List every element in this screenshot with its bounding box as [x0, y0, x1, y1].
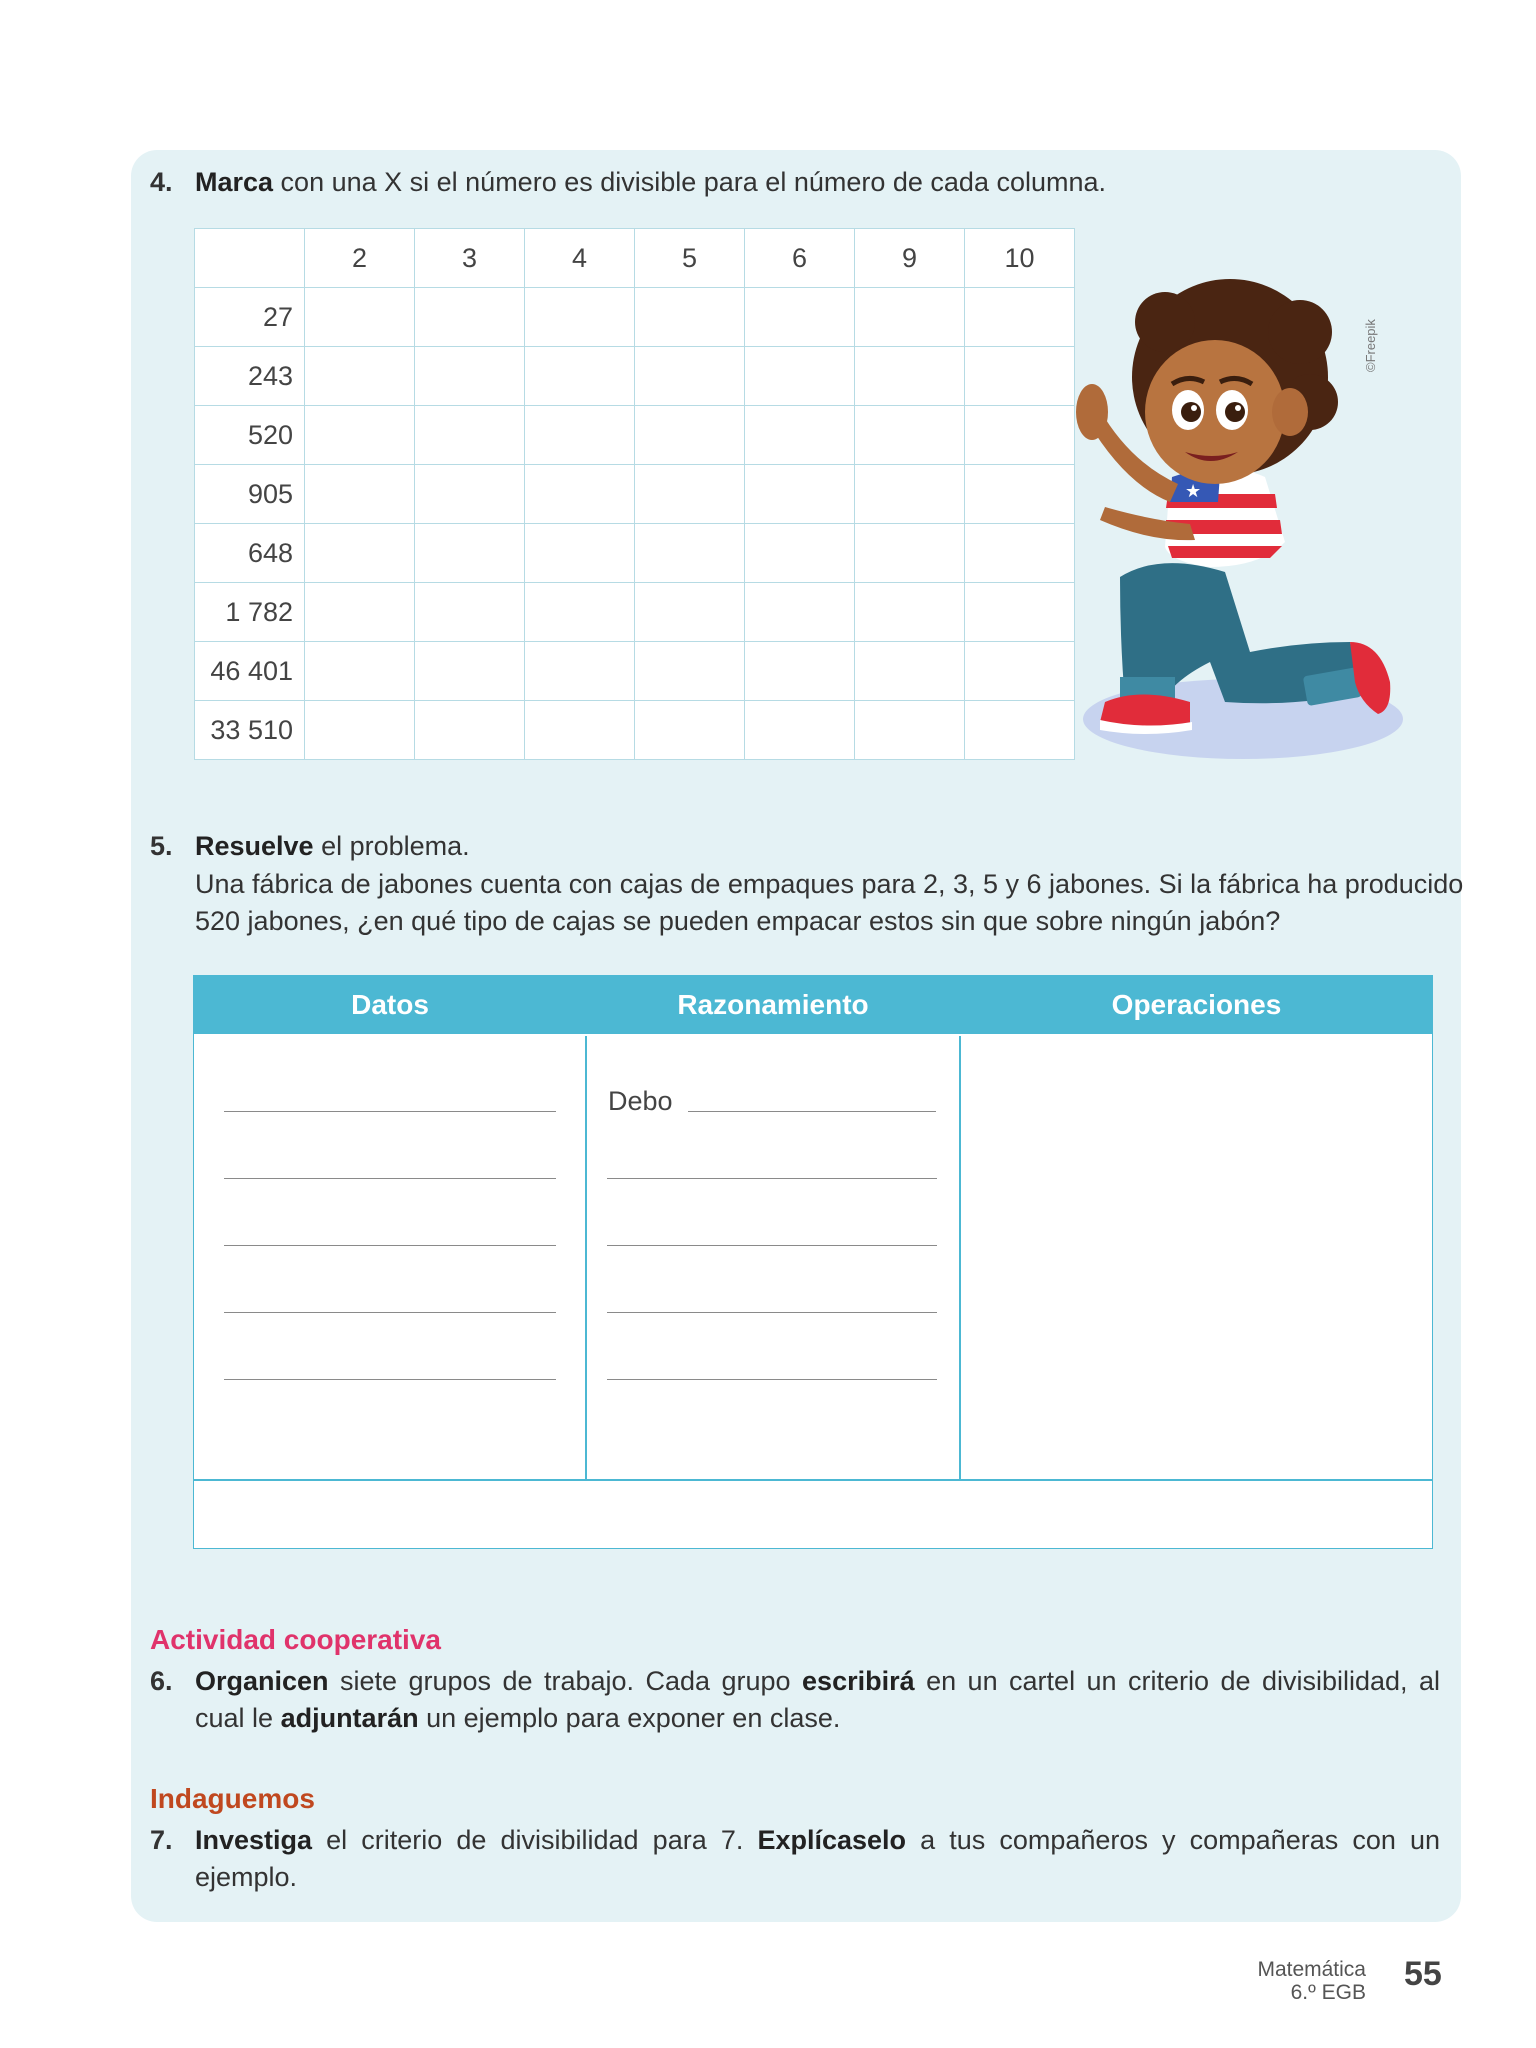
answer-cell[interactable] — [855, 583, 965, 642]
table-row — [195, 642, 1075, 701]
datos-write-line[interactable] — [224, 1111, 556, 1112]
answer-cell[interactable] — [305, 406, 415, 465]
answer-cell[interactable] — [415, 347, 525, 406]
answer-cell[interactable] — [415, 583, 525, 642]
instruction-text: cual le — [195, 1703, 281, 1733]
razonamiento-write-line[interactable] — [688, 1111, 936, 1112]
answer-cell[interactable] — [965, 583, 1075, 642]
answer-cell[interactable] — [305, 347, 415, 406]
table-row — [195, 583, 1075, 642]
answer-cell[interactable] — [745, 524, 855, 583]
instruction-verb: Marca — [195, 167, 274, 197]
table-row — [195, 347, 1075, 406]
answer-cell[interactable] — [855, 288, 965, 347]
row-label: 648 — [195, 524, 305, 583]
debo-label: Debo — [608, 1086, 673, 1116]
exercise-number: 5. — [150, 831, 173, 861]
answer-cell[interactable] — [525, 524, 635, 583]
answer-cell[interactable] — [965, 347, 1075, 406]
row-label: 243 — [195, 347, 305, 406]
header-operaciones: Operaciones — [961, 976, 1432, 1034]
answer-cell[interactable] — [745, 642, 855, 701]
svg-text:★: ★ — [1185, 481, 1202, 501]
boy-illustration — [1060, 262, 1410, 772]
problem-statement-line: 520 jabones, ¿en qué tipo de cajas se pueden empacar estos sin que sobre ningún jabón? — [195, 906, 1281, 936]
exercise-6 — [150, 1663, 1440, 1743]
datos-write-line[interactable] — [224, 1178, 556, 1179]
column-header: 6 — [745, 229, 855, 288]
instruction-text: el problema. — [313, 831, 470, 861]
page-number: 55 — [1404, 1955, 1442, 1993]
row-label: 46 401 — [195, 642, 305, 701]
instruction-verb: Resuelve — [195, 831, 314, 861]
answer-cell[interactable] — [305, 701, 415, 760]
instruction-verb: adjuntarán — [280, 1703, 419, 1733]
grade-label: 6.º EGB — [1290, 1981, 1366, 2004]
instruction-text: siete grupos de trabajo. Cada grupo — [328, 1666, 803, 1696]
exercise-number: 6. — [150, 1666, 173, 1696]
answer-cell[interactable] — [635, 583, 745, 642]
answer-cell[interactable] — [745, 347, 855, 406]
problem-statement-line: Una fábrica de jabones cuenta con cajas de empaques para 2, 3, 5 y 6 jabones. Si la fábrica ha producido — [195, 869, 1464, 899]
table-header-row — [195, 229, 1075, 288]
instruction-verb: escribirá — [802, 1666, 915, 1696]
answer-cell[interactable] — [965, 524, 1075, 583]
answer-cell[interactable] — [525, 406, 635, 465]
instruction-verb: Explícaselo — [757, 1825, 907, 1855]
table-row — [195, 288, 1075, 347]
answer-cell[interactable] — [635, 347, 745, 406]
answer-cell[interactable] — [635, 288, 745, 347]
answer-cell[interactable] — [855, 701, 965, 760]
instruction-text: en un cartel un criterio de divisibilidad, al — [914, 1666, 1441, 1696]
column-header: 4 — [525, 229, 635, 288]
answer-cell[interactable] — [745, 406, 855, 465]
answer-cell[interactable] — [855, 406, 965, 465]
answer-cell[interactable] — [525, 583, 635, 642]
exercise-5 — [150, 828, 1464, 948]
footer-subject — [1200, 1958, 1366, 2004]
instruction-verb: Investiga — [195, 1825, 313, 1855]
razonamiento-write-line[interactable] — [607, 1245, 937, 1246]
column-header: 2 — [305, 229, 415, 288]
answer-cell[interactable] — [415, 465, 525, 524]
answer-cell[interactable] — [305, 288, 415, 347]
answer-cell[interactable] — [635, 406, 745, 465]
image-credit: ©Freepik — [1363, 319, 1378, 372]
answer-cell[interactable] — [635, 465, 745, 524]
indaguemos-heading: Indaguemos — [150, 1783, 315, 1814]
row-label: 905 — [195, 465, 305, 524]
row-label: 1 782 — [195, 583, 305, 642]
answer-cell[interactable] — [855, 465, 965, 524]
razonamiento-write-line[interactable] — [607, 1178, 937, 1179]
column-header: 3 — [415, 229, 525, 288]
answer-cell[interactable] — [745, 583, 855, 642]
header-razonamiento: Razonamiento — [587, 976, 959, 1034]
column-divider — [585, 976, 587, 1479]
answer-cell[interactable] — [855, 524, 965, 583]
operaciones-area[interactable] — [961, 1036, 1432, 1479]
answer-cell[interactable] — [965, 406, 1075, 465]
instruction-text: a tus compañeros y compañeras con un — [906, 1825, 1440, 1855]
row-label: 520 — [195, 406, 305, 465]
razonamiento-write-line[interactable] — [607, 1379, 937, 1380]
answer-cell[interactable] — [965, 642, 1075, 701]
answer-cell[interactable] — [305, 465, 415, 524]
answer-cell[interactable] — [305, 642, 415, 701]
answer-cell[interactable] — [965, 288, 1075, 347]
column-header: 5 — [635, 229, 745, 288]
razonamiento-write-line[interactable] — [607, 1312, 937, 1313]
answer-cell[interactable] — [745, 288, 855, 347]
answer-cell[interactable] — [415, 701, 525, 760]
cooperative-activity-heading: Actividad cooperativa — [150, 1624, 441, 1655]
instruction-verb: Organicen — [195, 1666, 329, 1696]
answer-cell[interactable] — [855, 347, 965, 406]
exercise-7 — [150, 1822, 1440, 1902]
answer-cell[interactable] — [525, 465, 635, 524]
answer-cell[interactable] — [525, 701, 635, 760]
answer-cell[interactable] — [525, 347, 635, 406]
answer-area[interactable] — [194, 1481, 1432, 1548]
answer-cell[interactable] — [745, 465, 855, 524]
corner-cell — [195, 229, 305, 288]
table-row — [195, 465, 1075, 524]
answer-cell[interactable] — [965, 465, 1075, 524]
answer-cell[interactable] — [745, 701, 855, 760]
answer-cell[interactable] — [525, 288, 635, 347]
table-row — [195, 406, 1075, 465]
header-datos: Datos — [194, 976, 586, 1034]
answer-cell[interactable] — [525, 642, 635, 701]
instruction-text: el criterio de divisibilidad para 7. — [312, 1825, 758, 1855]
row-label: 33 510 — [195, 701, 305, 760]
exercise-number: 7. — [150, 1825, 173, 1855]
answer-cell[interactable] — [415, 288, 525, 347]
answer-cell[interactable] — [855, 642, 965, 701]
answer-cell[interactable] — [415, 406, 525, 465]
table-row — [195, 701, 1075, 760]
answer-cell[interactable] — [305, 583, 415, 642]
answer-cell[interactable] — [965, 701, 1075, 760]
answer-cell[interactable] — [305, 524, 415, 583]
column-header: 9 — [855, 229, 965, 288]
answer-cell[interactable] — [635, 642, 745, 701]
answer-cell[interactable] — [415, 642, 525, 701]
answer-cell[interactable] — [635, 524, 745, 583]
row-label: 27 — [195, 288, 305, 347]
datos-write-line[interactable] — [224, 1379, 556, 1380]
instruction-text: con una X si el número es divisible para el número de cada columna. — [273, 167, 1107, 197]
problem-solving-table — [193, 975, 1433, 1549]
subject-label: Matemática — [1257, 1958, 1366, 1981]
datos-write-line[interactable] — [224, 1312, 556, 1313]
divisibility-table — [194, 228, 1075, 760]
answer-cell[interactable] — [635, 701, 745, 760]
answer-cell[interactable] — [415, 524, 525, 583]
table-row — [195, 524, 1075, 583]
datos-write-line[interactable] — [224, 1245, 556, 1246]
exercise-number: 4. — [150, 167, 173, 197]
instruction-text: un ejemplo para exponer en clase. — [418, 1703, 841, 1733]
column-header: 10 — [965, 229, 1075, 288]
instruction-text: ejemplo. — [195, 1862, 298, 1892]
